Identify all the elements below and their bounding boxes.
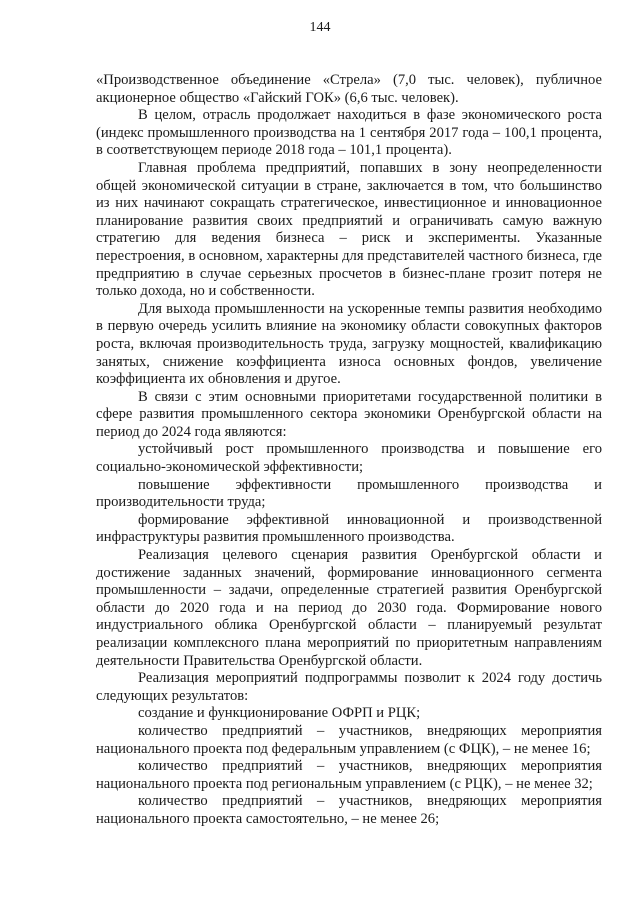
priority-item: формирование эффективной инновационной и производственной инфраструктуры развития промышленного производства. [96,511,602,546]
paragraph-priorities-intro: В связи с этим основными приоритетами государственной политики в сфере развития промышленного сектора экономики Оренбургской области на период до 2024 года являются: [96,388,602,440]
result-item: количество предприятий – участников, внедряющих мероприятия национального проекта под региональным управлением (с РЦК), – не менее 32; [96,758,602,792]
document-body [96,72,602,829]
page-number: 144 [309,20,331,35]
paragraph-target-scenario: Реализация целевого сценария развития Оренбургской области и достижение заданных значений, формирование инновационного сегмента промышленности – задачи, определенные стратегией развития Оренбургской области до 2020 года и на период до 2030 года. Формирование нового индустриального облика Оренбургской области – планируемый результат реализации комплексного плана мероприятий по приоритетным направлениям деятельности Правительства Оренбургской области. [96,547,602,669]
paragraph-continuation: «Производственное объединение «Стрела» (7,0 тыс. человек), публичное акционерное общество «Гайский ГОК» (6,6 тыс. человек). [96,72,602,106]
priority-item: повышение эффективности промышленного производства и производительности труда; [96,476,602,511]
paragraph-main-problem: Главная проблема предприятий, попавших в зону неопределенности общей экономической ситуации в стране, заключается в том, что большинство из них начинают сокращать стратегическое, инвестиционное и инновационное планирование развития своих предприятий и ограничивать самую важную стратегию для ведения бизнеса – риск и эксперименты. Указанные перестроения, в основном, характерны для представителей частного бизнеса, где предприятию в случае серьезных просчетов в бизнес-плане грозит потеря не только дохода, но и собственности. [96,159,602,300]
paragraph-results-intro: Реализация мероприятий подпрограммы позволит к 2024 году достичь следующих результатов: [96,670,602,704]
paragraph-industry-growth: В целом, отрасль продолжает находиться в фазе экономического роста (индекс промышленного производства на 1 сентября 2017 года – 100,1 процента, в соответствующем периоде 2018 года – 101,1 процента). [96,107,602,159]
paragraph-accelerated-development: Для выхода промышленности на ускоренные темпы развития необходимо в первую очередь усилить влияние на экономику области совокупных факторов роста, включая производительность труда, загрузку мощностей, квалификацию занятых, снижение коэффициента износа основных фондов, увеличение коэффициента их обновления и другое. [96,300,602,388]
result-item: количество предприятий – участников, внедряющих мероприятия национального проекта под федеральным управлением (с ФЦК), – не менее 16; [96,722,602,757]
result-item: создание и функционирование ОФРП и РЦК; [138,705,421,722]
priority-item: устойчивый рост промышленного производства и повышение его социально-экономической эффективности; [96,441,602,476]
result-item: количество предприятий – участников, внедряющих мероприятия национального проекта самостоятельно, – не менее 26; [96,793,602,827]
